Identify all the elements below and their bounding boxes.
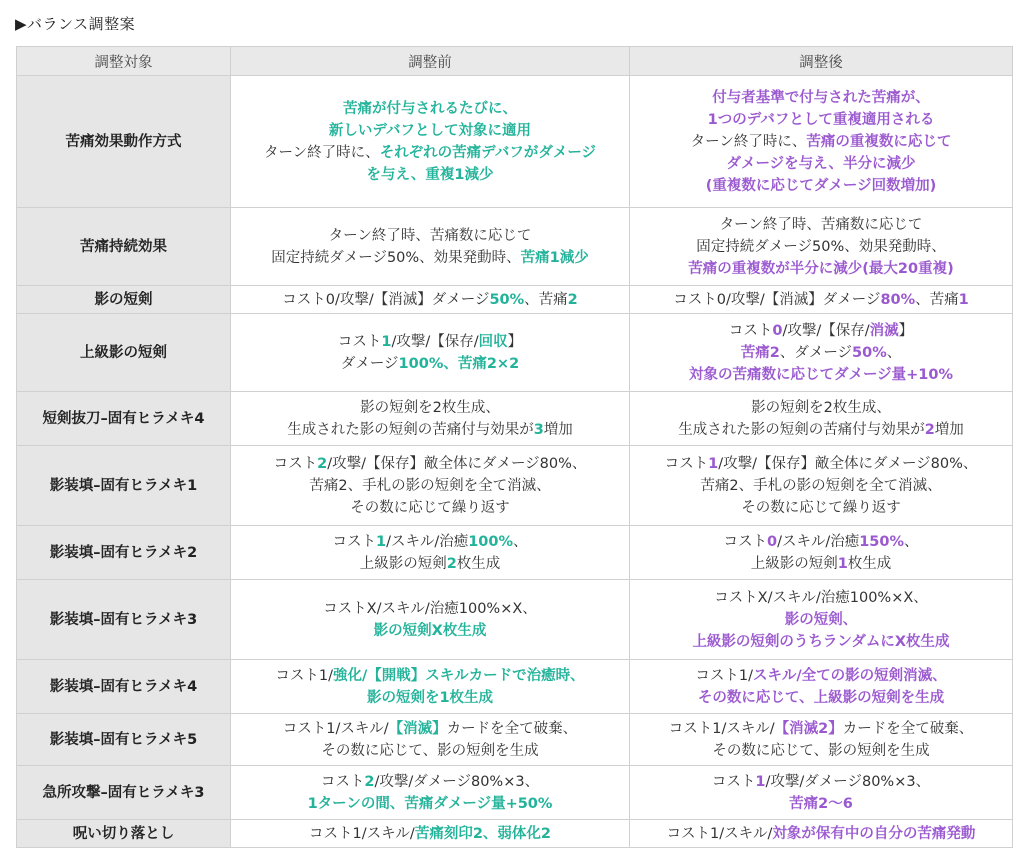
cell-text: スキル/全ての影の短剣消滅、 <box>752 667 947 684</box>
cell-text: コストX/スキル/治癒100%×X、 <box>323 600 537 617</box>
cell-before <box>231 580 630 660</box>
cell-text: 固定持続ダメージ50%、効果発動時、 <box>271 249 521 266</box>
cell-line <box>634 87 1008 109</box>
cell-text: 150% <box>859 533 905 550</box>
cell-text: 2 <box>317 455 328 472</box>
cell-text: 、 <box>904 533 919 550</box>
cell-line <box>235 687 625 709</box>
balance-table <box>16 46 1013 848</box>
cell-line <box>235 353 625 375</box>
cell-text: 上級影の短剣 <box>359 555 447 572</box>
cell-text: コスト <box>337 333 382 350</box>
cell-line <box>634 771 1008 793</box>
cell-line <box>235 225 625 247</box>
table-row <box>17 766 1013 820</box>
cell-text: 上級影の短剣のうちランダムにX枚生成 <box>692 633 950 650</box>
cell-after <box>630 526 1013 580</box>
cell-text: /攻撃/ダメージ80%×3、 <box>765 773 931 790</box>
cell-line <box>235 665 625 687</box>
cell-line <box>634 687 1008 709</box>
row-label: 影装填–固有ヒラメキ1 <box>17 446 231 526</box>
cell-text: 1 <box>755 773 766 790</box>
cell-text: 1 <box>958 291 969 308</box>
cell-line <box>235 142 625 164</box>
cell-text: コスト0/攻撃/【消滅】ダメージ <box>673 291 881 308</box>
cell-text: 、苦痛 <box>524 291 568 308</box>
cell-text: 80% <box>880 291 916 308</box>
cell-text: その数に応じて、影の短剣を生成 <box>712 742 930 759</box>
cell-text: コスト1/スキル/ <box>668 720 775 737</box>
cell-line <box>634 397 1008 419</box>
cell-text: 影の短剣、 <box>784 611 858 628</box>
cell-text: コスト <box>273 455 318 472</box>
cell-line <box>634 609 1008 631</box>
cell-before <box>231 526 630 580</box>
cell-after <box>630 208 1013 286</box>
cell-text: (重複数に応じてダメージ回数増加) <box>705 177 937 194</box>
cell-text: 50% <box>489 291 525 308</box>
cell-line <box>235 793 625 815</box>
cell-text: 0 <box>766 533 778 550</box>
cell-text: 生成された影の短剣の苦痛付与効果が <box>287 421 534 438</box>
cell-text: 苦痛刻印2、弱体化2 <box>414 825 552 842</box>
cell-text: 影の短剣を1枚生成 <box>366 689 494 706</box>
cell-after <box>630 446 1013 526</box>
cell-text: 】 <box>507 333 523 350</box>
cell-line <box>235 331 625 353</box>
cell-line <box>634 258 1008 280</box>
cell-text: それぞれの苦痛デバフがダメージ <box>379 144 597 161</box>
cell-line <box>235 164 625 186</box>
cell-text: その数に応じて繰り返す <box>741 499 901 516</box>
cell-text: /攻撃/【保存】敵全体にダメージ80%、 <box>327 455 587 472</box>
cell-text: 1 <box>837 555 848 572</box>
cell-after <box>630 392 1013 446</box>
cell-text: 回収 <box>478 333 508 350</box>
row-label: 苦痛効果動作方式 <box>17 76 231 208</box>
cell-text: 枚生成 <box>456 555 501 572</box>
cell-text: 2 <box>924 421 935 438</box>
cell-line <box>235 553 625 575</box>
cell-text: 対象の苦痛数に応じてダメージ量+10% <box>688 366 954 383</box>
cell-line <box>634 175 1008 197</box>
cell-before <box>231 392 630 446</box>
table-body <box>17 76 1013 848</box>
cell-line <box>235 247 625 269</box>
cell-text: 1つのデバフとして重複適用される <box>707 111 935 128</box>
cell-text: ダメージ <box>340 355 399 372</box>
cell-line <box>634 553 1008 575</box>
cell-line <box>235 823 625 845</box>
cell-text: コスト <box>332 533 376 550</box>
row-label: 影の短剣 <box>17 286 231 314</box>
cell-before <box>231 766 630 820</box>
cell-text: コスト1/スキル/ <box>308 825 415 842</box>
cell-line <box>634 531 1008 553</box>
cell-text: 苦痛2 <box>740 344 780 361</box>
cell-line <box>634 109 1008 131</box>
header-before: 調整前 <box>231 47 630 76</box>
cell-text: /攻撃/【保存/ <box>391 333 479 350</box>
cell-text: 【消滅2】 <box>774 720 843 737</box>
cell-text: ダメージを与え、半分に減少 <box>726 155 916 172</box>
cell-line <box>235 120 625 142</box>
cell-line <box>235 497 625 519</box>
cell-line <box>634 453 1008 475</box>
cell-after <box>630 820 1013 848</box>
cell-text: /スキル/治癒 <box>386 533 469 550</box>
cell-text: 苦痛が付与されるたびに、 <box>343 100 517 117</box>
cell-text: 2 <box>446 555 457 572</box>
cell-after <box>630 660 1013 714</box>
cell-text: 2 <box>567 291 578 308</box>
cell-line <box>235 771 625 793</box>
cell-text: 苦痛2、手札の影の短剣を全て消滅、 <box>309 477 551 494</box>
cell-line <box>634 823 1008 845</box>
cell-text: ターン終了時に、 <box>690 133 807 150</box>
cell-line <box>235 620 625 642</box>
row-label: 短剣抜刀–固有ヒラメキ4 <box>17 392 231 446</box>
cell-before <box>231 660 630 714</box>
cell-text: 新しいデバフとして対象に適用 <box>328 122 532 139</box>
cell-line <box>634 131 1008 153</box>
cell-after <box>630 286 1013 314</box>
cell-text: 苦痛の重複数に応じて <box>806 133 952 150</box>
cell-line <box>634 364 1008 386</box>
cell-text: 苦痛2〜6 <box>789 795 853 812</box>
cell-text: 3 <box>533 421 544 438</box>
cell-text: コスト <box>723 533 767 550</box>
header-target: 調整対象 <box>17 47 231 76</box>
cell-line <box>235 453 625 475</box>
cell-text: 生成された影の短剣の苦痛付与効果が <box>678 421 925 438</box>
cell-text: 影の短剣を2枚生成、 <box>751 399 891 416</box>
cell-text: を与え、重複1減少 <box>366 166 494 183</box>
cell-text: 上級影の短剣 <box>750 555 838 572</box>
cell-text: コスト <box>320 773 365 790</box>
row-label: 影装填–固有ヒラメキ5 <box>17 714 231 766</box>
cell-line <box>634 153 1008 175</box>
cell-text: 】 <box>898 322 914 339</box>
cell-text: /攻撃/【保存】敵全体にダメージ80%、 <box>718 455 978 472</box>
cell-text: 1 <box>381 333 392 350</box>
cell-text: 【消滅】 <box>388 720 447 737</box>
cell-text: コスト1/スキル/ <box>666 825 773 842</box>
cell-after <box>630 714 1013 766</box>
cell-text: 枚生成 <box>847 555 892 572</box>
cell-text: コスト0/攻撃/【消滅】ダメージ <box>282 291 490 308</box>
cell-text: 消滅 <box>869 322 899 339</box>
header-after: 調整後 <box>630 47 1013 76</box>
cell-after <box>630 580 1013 660</box>
row-label: 影装填–固有ヒラメキ2 <box>17 526 231 580</box>
row-label: 上級影の短剣 <box>17 314 231 392</box>
cell-text: 強化/【開戦】スキルカードで治癒時、 <box>332 667 585 684</box>
cell-line <box>235 740 625 762</box>
cell-line <box>634 289 1008 311</box>
cell-before <box>231 76 630 208</box>
cell-text: /攻撃/【保存/ <box>782 322 870 339</box>
cell-line <box>634 740 1008 762</box>
row-label: 苦痛持続効果 <box>17 208 231 286</box>
cell-text: 対象が保有中の自分の苦痛発動 <box>772 825 976 842</box>
row-label: 影装填–固有ヒラメキ4 <box>17 660 231 714</box>
cell-line <box>634 320 1008 342</box>
cell-text: 付与者基準で付与された苦痛が、 <box>712 89 930 106</box>
table-row <box>17 76 1013 208</box>
cell-text: 1ターンの間、苦痛ダメージ量+50% <box>307 795 553 812</box>
cell-text: 増加 <box>543 421 573 438</box>
cell-text: 増加 <box>934 421 964 438</box>
cell-after <box>630 314 1013 392</box>
cell-text: 固定持続ダメージ50%、効果発動時、 <box>696 238 946 255</box>
cell-before <box>231 286 630 314</box>
cell-text: /攻撃/ダメージ80%×3、 <box>374 773 540 790</box>
cell-text: コスト <box>664 455 709 472</box>
table-row <box>17 208 1013 286</box>
cell-line <box>235 419 625 441</box>
cell-text: コスト1/ <box>695 667 753 684</box>
table-row <box>17 526 1013 580</box>
row-label: 呪い切り落とし <box>17 820 231 848</box>
cell-before <box>231 208 630 286</box>
cell-text: 1 <box>708 455 719 472</box>
table-row <box>17 314 1013 392</box>
cell-before <box>231 714 630 766</box>
cell-line <box>235 598 625 620</box>
cell-line <box>235 531 625 553</box>
cell-text: 苦痛2、手札の影の短剣を全て消滅、 <box>700 477 942 494</box>
cell-line <box>235 718 625 740</box>
cell-text: 影の短剣X枚生成 <box>373 622 487 639</box>
cell-text: ターン終了時、苦痛数に応じて <box>719 216 923 233</box>
cell-text: 100% <box>468 533 514 550</box>
cell-text: 100%、苦痛2×2 <box>398 355 520 372</box>
cell-line <box>634 342 1008 364</box>
cell-line <box>634 236 1008 258</box>
cell-text: 0 <box>772 322 783 339</box>
table-row <box>17 446 1013 526</box>
cell-text: 、苦痛 <box>915 291 959 308</box>
cell-text: コスト <box>728 322 773 339</box>
cell-before <box>231 446 630 526</box>
cell-text: コスト <box>711 773 756 790</box>
cell-text: ターン終了時、苦痛数に応じて <box>328 227 532 244</box>
table-row <box>17 714 1013 766</box>
cell-text: その数に応じて、上級影の短剣を生成 <box>697 689 945 706</box>
cell-text: カードを全て破棄、 <box>842 720 974 737</box>
cell-before <box>231 820 630 848</box>
cell-text: コスト1/スキル/ <box>282 720 389 737</box>
table-row <box>17 392 1013 446</box>
cell-text: 、ダメージ <box>779 344 853 361</box>
cell-text: その数に応じて繰り返す <box>350 499 510 516</box>
cell-text: 2 <box>364 773 375 790</box>
cell-text: 1 <box>375 533 387 550</box>
cell-line <box>235 397 625 419</box>
cell-text: 影の短剣を2枚生成、 <box>360 399 500 416</box>
table-row <box>17 580 1013 660</box>
cell-text: 、 <box>513 533 528 550</box>
cell-line <box>634 587 1008 609</box>
cell-text: カードを全て破棄、 <box>446 720 578 737</box>
cell-text: /スキル/治癒 <box>777 533 860 550</box>
cell-line <box>634 497 1008 519</box>
cell-line <box>634 475 1008 497</box>
cell-line <box>634 718 1008 740</box>
cell-text: ターン終了時に、 <box>263 144 380 161</box>
cell-line <box>634 419 1008 441</box>
cell-text: コスト1/ <box>275 667 333 684</box>
cell-after <box>630 766 1013 820</box>
cell-text: 苦痛1減少 <box>520 249 589 266</box>
table-row <box>17 286 1013 314</box>
cell-text: コストX/スキル/治癒100%×X、 <box>714 589 928 606</box>
row-label: 急所攻撃–固有ヒラメキ3 <box>17 766 231 820</box>
cell-line <box>634 665 1008 687</box>
cell-line <box>235 289 625 311</box>
cell-line <box>634 214 1008 236</box>
cell-line <box>634 631 1008 653</box>
cell-text: 苦痛の重複数が半分に減少(最大20重複) <box>688 260 954 277</box>
cell-after <box>630 76 1013 208</box>
cell-text: 、 <box>886 344 902 361</box>
cell-line <box>235 98 625 120</box>
table-row <box>17 820 1013 848</box>
table-row <box>17 660 1013 714</box>
cell-text: 50% <box>852 344 887 361</box>
cell-before <box>231 314 630 392</box>
cell-line <box>634 793 1008 815</box>
section-heading: ▶バランス調整案 <box>15 15 136 33</box>
table-header-row <box>17 47 1013 76</box>
row-label: 影装填–固有ヒラメキ3 <box>17 580 231 660</box>
cell-line <box>235 475 625 497</box>
cell-text: その数に応じて、影の短剣を生成 <box>321 742 539 759</box>
